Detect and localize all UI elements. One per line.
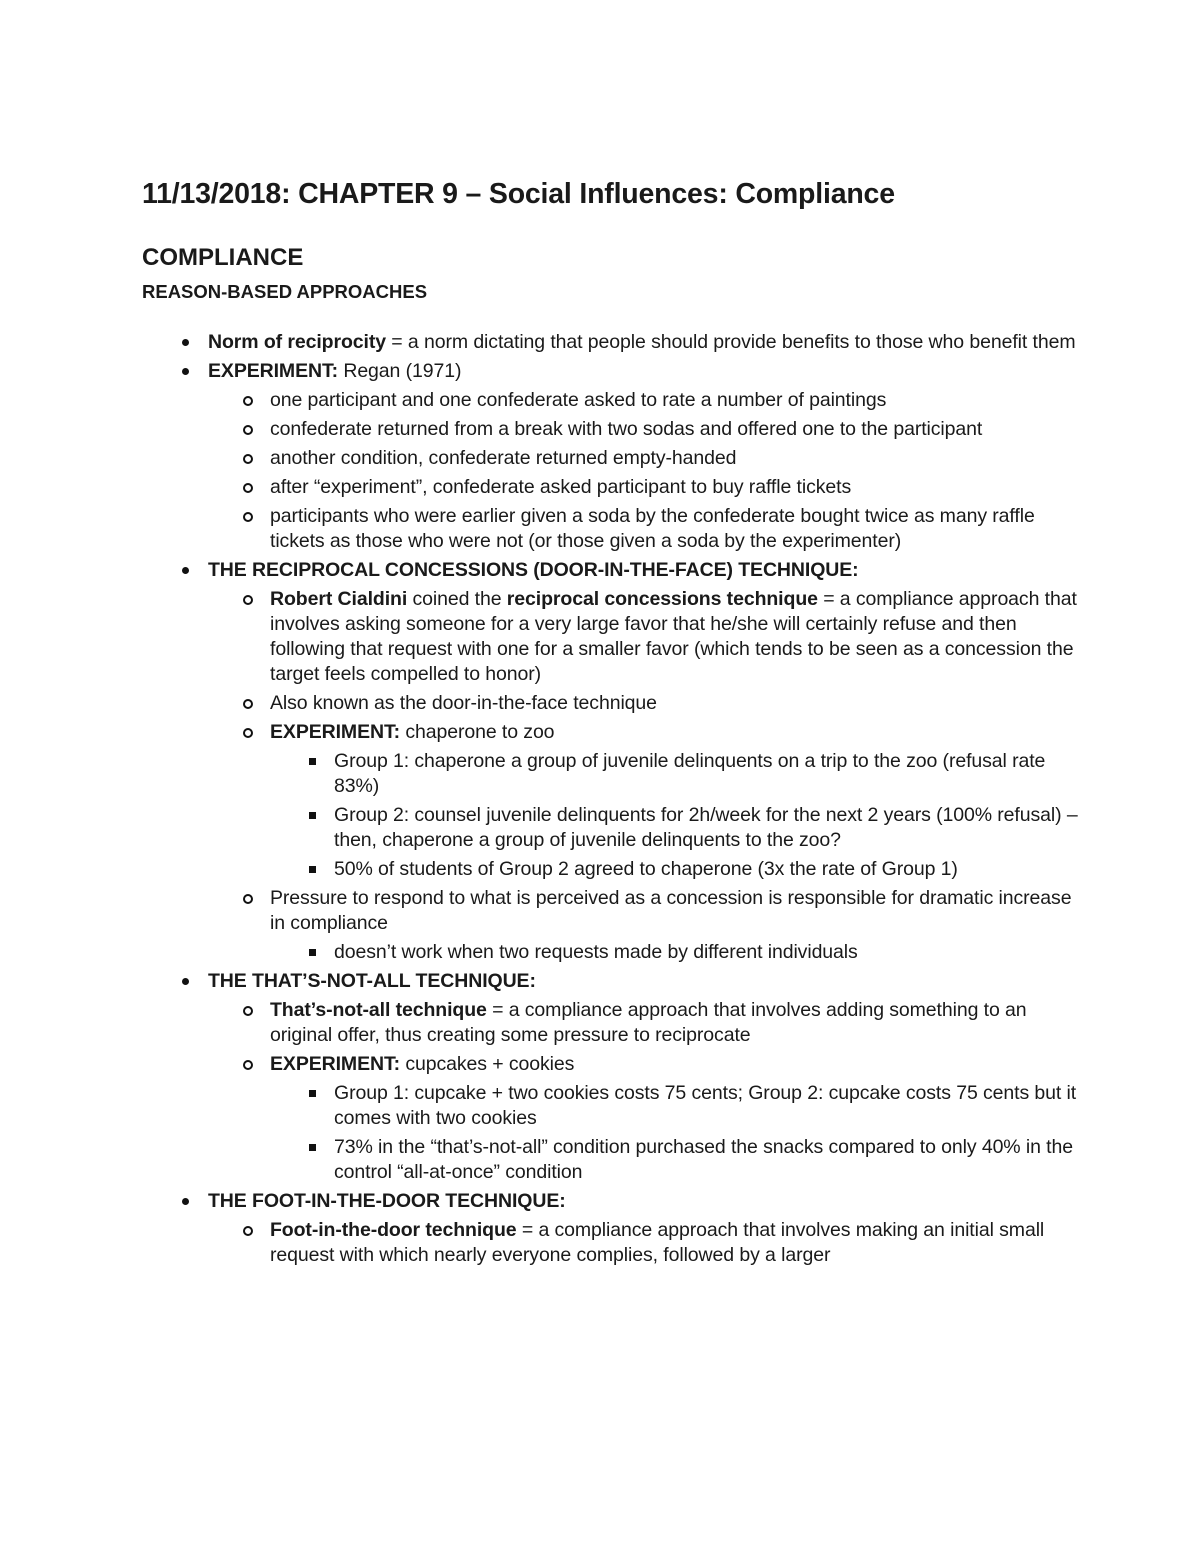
list-item xyxy=(142,587,1082,687)
circle-bullet-icon xyxy=(243,483,253,493)
circle-bullet-icon xyxy=(243,1060,253,1070)
list-item xyxy=(142,558,1082,965)
square-bullet-icon xyxy=(309,758,316,765)
bullet-icon xyxy=(182,1198,189,1205)
item-text: Regan (1971) xyxy=(338,360,462,382)
list-item xyxy=(142,504,1082,554)
bullet-icon xyxy=(182,339,189,346)
list-item xyxy=(142,1081,1082,1131)
list-item xyxy=(142,446,1082,471)
item-text: chaperone to zoo xyxy=(400,721,555,743)
sub-list xyxy=(142,1218,1082,1268)
sub-heading: REASON-BASED APPROACHES xyxy=(142,281,428,302)
term: reciprocal concessions technique xyxy=(506,588,818,610)
square-bullet-icon xyxy=(309,866,316,873)
list-item xyxy=(142,1189,1082,1268)
circle-bullet-icon xyxy=(243,699,253,709)
item-text: Group 1: chaperone a group of juvenile delinquents on a trip to the zoo (refusal rate 83%) xyxy=(334,750,1046,797)
bullet-icon xyxy=(182,567,189,574)
bullet-list xyxy=(142,330,1082,1268)
circle-bullet-icon xyxy=(243,1226,253,1236)
bullet-icon xyxy=(182,368,189,375)
list-item xyxy=(142,720,1082,882)
term: EXPERIMENT: xyxy=(208,360,339,382)
circle-bullet-icon xyxy=(243,595,253,605)
list-item xyxy=(142,691,1082,716)
list-item xyxy=(142,886,1082,965)
item-text: after “experiment”, confederate asked participant to buy raffle tickets xyxy=(270,476,852,498)
sub-sub-list xyxy=(142,749,1082,882)
list-item xyxy=(142,330,1082,355)
list-item xyxy=(142,749,1082,799)
circle-bullet-icon xyxy=(243,425,253,435)
list-item xyxy=(142,857,1082,882)
sub-list xyxy=(142,587,1082,965)
list-item xyxy=(142,998,1082,1048)
square-bullet-icon xyxy=(309,812,316,819)
circle-bullet-icon xyxy=(243,728,253,738)
list-item xyxy=(142,1218,1082,1268)
circle-bullet-icon xyxy=(243,1006,253,1016)
item-text: = a compliance approach that involves asking someone for a very large favor that he/she will certainly refuse and then following that request with one for a smaller favor (which tends to be seen as a concession the target feels compelled to honor) xyxy=(270,588,1077,685)
sub-sub-list xyxy=(142,1081,1082,1185)
item-text: Group 1: cupcake + two cookies costs 75 cents; Group 2: cupcake costs 75 cents but it comes with two cookies xyxy=(334,1082,1077,1129)
notes-body xyxy=(142,330,1082,1268)
circle-bullet-icon xyxy=(243,894,253,904)
term: Robert Cialdini xyxy=(270,588,408,610)
item-text: coined the xyxy=(407,588,507,610)
page-title: 11/13/2018: CHAPTER 9 – Social Influences: Compliance xyxy=(142,178,895,210)
term: THE FOOT-IN-THE-DOOR TECHNIQUE: xyxy=(208,1190,566,1212)
item-text: another condition, confederate returned empty-handed xyxy=(270,447,737,469)
list-item xyxy=(142,417,1082,442)
term: That’s-not-all technique xyxy=(270,999,487,1021)
list-item xyxy=(142,359,1082,554)
term: Foot-in-the-door technique xyxy=(270,1219,517,1241)
circle-bullet-icon xyxy=(243,454,253,464)
list-item xyxy=(142,803,1082,853)
term: THE THAT’S-NOT-ALL TECHNIQUE: xyxy=(208,970,536,992)
item-text: = a compliance approach that involves adding something to an original offer, thus creating some pressure to reciprocate xyxy=(270,999,1027,1046)
bullet-icon xyxy=(182,978,189,985)
section-heading: COMPLIANCE xyxy=(142,244,304,271)
item-text: one participant and one confederate asked to rate a number of paintings xyxy=(270,389,887,411)
item-text: confederate returned from a break with two sodas and offered one to the participant xyxy=(270,418,983,440)
list-item xyxy=(142,388,1082,413)
item-text: participants who were earlier given a soda by the confederate bought twice as many raffle tickets as those who were not (or those given a soda by the experimenter) xyxy=(270,505,1035,552)
item-text: = a compliance approach that involves making an initial small request with which nearly everyone complies, followed by a larger xyxy=(270,1219,1045,1266)
item-text: doesn’t work when two requests made by different individuals xyxy=(334,941,858,963)
item-text: 50% of students of Group 2 agreed to chaperone (3x the rate of Group 1) xyxy=(334,858,958,880)
sub-list xyxy=(142,388,1082,554)
circle-bullet-icon xyxy=(243,396,253,406)
term: EXPERIMENT: xyxy=(270,1053,401,1075)
sub-list xyxy=(142,998,1082,1185)
term: EXPERIMENT: xyxy=(270,721,401,743)
list-item xyxy=(142,1052,1082,1185)
list-item xyxy=(142,1135,1082,1185)
item-text: = a norm dictating that people should provide benefits to those who benefit them xyxy=(385,331,1076,353)
item-text: cupcakes + cookies xyxy=(400,1053,575,1075)
list-item xyxy=(142,969,1082,1185)
circle-bullet-icon xyxy=(243,512,253,522)
item-text: Pressure to respond to what is perceived as a concession is responsible for dramatic increase in compliance xyxy=(270,887,1072,934)
list-item xyxy=(142,475,1082,500)
item-text: Also known as the door-in-the-face technique xyxy=(270,692,657,714)
item-text: Group 2: counsel juvenile delinquents for 2h/week for the next 2 years (100% refusal) – then, chaperone a group of juvenile delinquents to the zoo? xyxy=(334,804,1078,851)
square-bullet-icon xyxy=(309,1144,316,1151)
square-bullet-icon xyxy=(309,1090,316,1097)
list-item xyxy=(142,940,1082,965)
term: Norm of reciprocity xyxy=(208,331,386,353)
square-bullet-icon xyxy=(309,949,316,956)
item-text: 73% in the “that’s-not-all” condition purchased the snacks compared to only 40% in the control “all-at-once” condition xyxy=(334,1136,1073,1183)
sub-sub-list xyxy=(142,940,1082,965)
term: THE RECIPROCAL CONCESSIONS (DOOR-IN-THE-FACE) TECHNIQUE: xyxy=(208,559,859,581)
